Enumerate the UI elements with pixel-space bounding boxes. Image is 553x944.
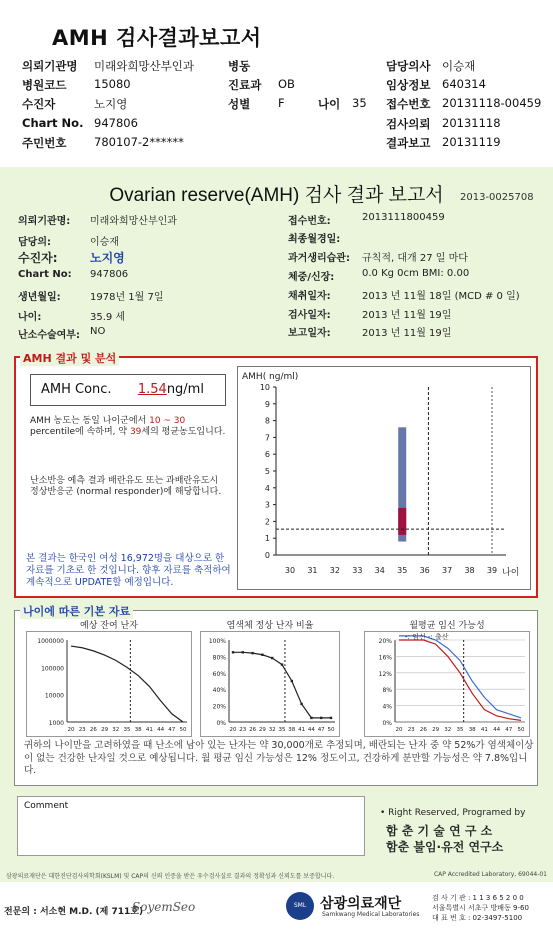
header-label: 주민번호 xyxy=(22,136,67,150)
x-tick-label: 29 xyxy=(432,727,440,733)
doctor-label: 전문의 : 서소현 M.D. (제 711호) xyxy=(4,907,144,917)
header-value: 노지영 xyxy=(94,97,128,111)
series-line xyxy=(399,640,521,720)
conc-unit: ng/ml xyxy=(166,382,204,397)
info-label: 과거생리습관: xyxy=(288,253,350,264)
para1-range: 10 ~ 30 xyxy=(149,416,186,426)
info-value: 947806 xyxy=(90,269,129,280)
y-tick-label: 1 xyxy=(264,534,270,544)
x-tick-label: 50 xyxy=(179,727,187,733)
iqr-box xyxy=(398,508,406,535)
header-label: 병동 xyxy=(228,59,251,73)
y-tick-label: 1000 xyxy=(48,720,64,727)
amh-chart-box xyxy=(237,366,531,590)
samkwang-logo-icon: SML xyxy=(286,892,314,920)
header-value: F xyxy=(278,96,285,110)
header-label: 병원코드 xyxy=(22,78,67,92)
info-label: 생년월일: xyxy=(18,292,61,303)
analysis-title: AMH 결과 및 분석 xyxy=(20,350,119,366)
comment-box[interactable] xyxy=(17,796,365,856)
x-tick-label: 38 xyxy=(288,727,296,733)
y-tick-label: 8 xyxy=(264,416,270,426)
info-value: 35.9 세 xyxy=(90,312,126,323)
y-tick-label: 5 xyxy=(264,467,270,476)
preg-chart-svg xyxy=(364,631,530,737)
data-point xyxy=(261,654,263,656)
y-tick-label: 3 xyxy=(264,500,270,510)
data-point xyxy=(232,651,234,653)
eggs-chart-svg xyxy=(26,631,192,737)
x-tick-label: 38 xyxy=(134,727,142,733)
header-label: 접수번호 xyxy=(386,97,431,111)
institute-line2: 함춘 불임·유전 연구소 xyxy=(386,840,504,854)
header-value: 미래와희망산부인과 xyxy=(94,59,194,73)
y-tick-label: 1000000 xyxy=(37,638,64,645)
contact-3: 대 표 번 호 : 02-3497-5100 xyxy=(432,914,523,922)
x-tick-label: 34 xyxy=(374,566,385,575)
header-label: 수진자 xyxy=(22,97,56,111)
x-tick-label: 35 xyxy=(278,727,286,733)
info-label: 나이: xyxy=(18,312,42,323)
info-value: 이승재 xyxy=(90,237,119,248)
y-tick-label: 4% xyxy=(382,703,392,711)
analysis-para3: 본 결과는 한국인 여성 16,972명을 대상으로 한 자료를 기초로 한 것입니다. 향후 자료를 축적하여 계속적으로 UPDATE할 예정입니다. xyxy=(26,553,231,588)
y-tick-label: 0 xyxy=(264,551,270,560)
info-label: 보고일자: xyxy=(288,328,331,339)
conc-label: AMH Conc. xyxy=(41,382,112,397)
header-label: 성별 xyxy=(228,97,251,111)
institute-line1: 함 춘 기 술 연 구 소 xyxy=(386,824,493,838)
info-label: 접수번호: xyxy=(288,216,331,227)
x-tick-label: 44 xyxy=(493,727,501,733)
header-value: 20131119 xyxy=(442,135,501,149)
header-value: 780107-2****** xyxy=(94,135,184,149)
header-value: 15080 xyxy=(94,77,131,91)
x-tick-label: 47 xyxy=(505,727,513,733)
info-value: 2013111800459 xyxy=(362,212,445,223)
chart-chrom-title: 염색체 정상 난자 비율 xyxy=(226,621,314,631)
x-tick-label: 29 xyxy=(258,727,266,733)
x-tick-label: 35 xyxy=(397,566,408,575)
contact-info xyxy=(432,893,529,923)
data-point xyxy=(251,652,253,654)
analysis-para1 xyxy=(30,416,226,438)
age-value: 35 xyxy=(352,96,367,110)
chart-eggs xyxy=(26,618,192,736)
header-label: 의뢰기관명 xyxy=(22,59,78,73)
x-tick-label: 38 xyxy=(464,566,475,575)
y-tick-label: 0% xyxy=(382,720,392,727)
page-title: AMH 검사결과보고서 xyxy=(52,26,262,50)
para1-b: percentile에 속하며, 약 xyxy=(30,427,128,437)
info-label: 담당의: xyxy=(18,237,51,248)
info-value: 노지영 xyxy=(90,251,125,265)
header-value: OB xyxy=(278,77,295,91)
x-tick-label: 26 xyxy=(419,727,427,733)
x-tick-label: 35 xyxy=(456,727,464,733)
x-tick-label: 47 xyxy=(168,727,176,733)
x-tick-label: 36 xyxy=(419,566,430,575)
amh-conc-box xyxy=(30,374,226,406)
x-tick-label: 35 xyxy=(123,727,131,733)
x-tick-label: 38 xyxy=(468,727,476,733)
x-tick-label: 20 xyxy=(229,727,237,733)
y-tick-label: 10 xyxy=(259,383,270,392)
y-tick-label: 20% xyxy=(212,703,226,711)
data-point xyxy=(330,717,332,719)
header-value: 20131118 xyxy=(442,116,501,130)
x-tick-label: 20 xyxy=(67,727,75,733)
x-tick-label: 44 xyxy=(157,727,165,733)
info-value: 2013 년 11월 18일 (MCD # 0 일) xyxy=(362,291,520,302)
data-point xyxy=(281,663,283,665)
x-tick-label: 44 xyxy=(307,727,315,733)
y-tick-label: 100% xyxy=(208,638,226,645)
x-tick-label: 50 xyxy=(517,727,525,733)
x-tick-label: 50 xyxy=(327,727,335,733)
x-tick-label: 41 xyxy=(298,727,306,733)
x-tick-label: 23 xyxy=(78,727,86,733)
y-tick-label: 10000 xyxy=(44,692,64,700)
x-tick-label: 47 xyxy=(317,727,325,733)
info-value: 2013 년 11월 19일 xyxy=(362,310,452,321)
data-point xyxy=(310,717,312,719)
y-tick-label: 12% xyxy=(378,670,392,678)
y-tick-label: 20% xyxy=(378,638,392,645)
x-tick-label: 32 xyxy=(329,566,340,575)
x-tick-label: 29 xyxy=(101,727,109,733)
footer-bar xyxy=(0,868,553,881)
info-label: 체중/신장: xyxy=(288,272,335,283)
para1-age: 39 xyxy=(129,427,142,437)
org-name-en: Samkwang Medical Laboratories xyxy=(322,911,420,918)
age-section-title: 나이에 따른 기본 자료 xyxy=(20,603,133,619)
y-tick-label: 7 xyxy=(264,433,270,443)
footer-notice: 삼광의료재단은 대한진단검사의학회(KSLM) 및 CAP의 신뢰 인증을 받은 우수검사실로 결과의 정확성과 신뢰도를 보증합니다. xyxy=(6,873,335,880)
x-tick-label: 32 xyxy=(112,727,120,733)
info-value: 미래와희망산부인과 xyxy=(90,216,177,227)
legend: -: 임신 -: 출산 xyxy=(405,633,449,641)
x-tick-label: 23 xyxy=(407,727,415,733)
chart-eggs-title: 예상 잔여 난자 xyxy=(80,621,138,631)
analysis-para2: 난소반응 예측 결과 배란유도 또는 과배란유도시 정상반응군 (normal responder)에 해당합니다. xyxy=(30,476,222,497)
org-name: 삼광의료재단 xyxy=(320,896,402,912)
info-label: 난소수술여부: xyxy=(18,330,80,341)
para1-c: 세의 평균농도입니다. xyxy=(141,427,226,437)
header-label: 임상정보 xyxy=(386,78,431,92)
x-tick-label: 37 xyxy=(442,566,453,575)
x-tick-label: 33 xyxy=(352,566,363,575)
x-tick-label: 26 xyxy=(249,727,257,733)
header-label: Chart No. xyxy=(22,116,84,130)
x-axis-label: 나이 xyxy=(502,568,520,578)
data-point xyxy=(300,703,302,705)
chart-preg-title: 월평균 임신 가능성 xyxy=(409,621,485,631)
header-value: 640314 xyxy=(442,77,486,91)
y-tick-label: 16% xyxy=(378,654,392,662)
comment-label: Comment xyxy=(24,801,69,811)
info-label: 최종월경일: xyxy=(288,234,341,245)
x-tick-label: 41 xyxy=(145,727,153,733)
x-tick-label: 39 xyxy=(486,566,498,575)
x-tick-label: 41 xyxy=(480,727,488,733)
y-tick-label: 6 xyxy=(264,450,270,460)
info-value: 1978년 1월 7일 xyxy=(90,292,164,303)
data-point xyxy=(271,657,273,659)
header-label: 검사의뢰 xyxy=(386,117,431,131)
series-line xyxy=(233,652,331,718)
info-value: NO xyxy=(90,326,106,337)
x-tick-label: 30 xyxy=(284,566,296,575)
age-label: 나이 xyxy=(318,97,341,111)
y-tick-label: 0% xyxy=(216,720,226,727)
x-tick-label: 31 xyxy=(307,566,318,575)
y-tick-label: 9 xyxy=(264,399,270,409)
y-tick-label: 2 xyxy=(264,517,270,527)
data-point xyxy=(291,680,293,682)
y-tick-label: 80% xyxy=(212,654,226,662)
footer-cap: CAP Accredited Laboratory, 69044-01 xyxy=(433,871,547,878)
x-tick-label: 20 xyxy=(395,727,403,733)
y-tick-label: 100000 xyxy=(41,665,64,673)
header-label: 결과보고 xyxy=(386,136,431,150)
info-label: 검사일자: xyxy=(288,310,331,321)
header-label: 담당의사 xyxy=(386,59,431,73)
info-value: 2013 년 11월 19일 xyxy=(362,328,452,339)
contact-1: 검 사 기 관 : 1 1 3 6 5 2 0 0 xyxy=(432,894,524,902)
info-label: 수진자: xyxy=(18,251,58,265)
info-label: Chart No: xyxy=(18,269,72,280)
para1-a: AMH 농도는 동일 나이군에서 xyxy=(30,416,147,426)
series-line xyxy=(71,646,183,722)
y-tick-label: 60% xyxy=(212,670,226,678)
y-tick-label: 8% xyxy=(382,687,392,695)
data-point xyxy=(242,651,244,653)
rights-text: • Right Reserved, Programed by xyxy=(380,808,526,818)
conc-value: 1.54 xyxy=(137,382,167,397)
header-value: 947806 xyxy=(94,116,138,130)
report-number: 2013-0025708 xyxy=(460,192,534,203)
info-value: 규칙적, 대개 27 일 마다 xyxy=(362,253,468,264)
header-value: 이승재 xyxy=(442,59,476,73)
y-tick-label: 40% xyxy=(212,687,226,695)
header-value: 20131118-00459 xyxy=(442,96,542,110)
doctor-signature: SoyemSeo xyxy=(132,900,196,914)
contact-2: 서울특별시 서초구 방배동 9-60 xyxy=(432,904,529,912)
info-value: 0.0 Kg 0cm BMI: 0.00 xyxy=(362,268,470,279)
chart-pregnancy xyxy=(364,618,530,736)
info-label: 채취일자: xyxy=(288,291,331,302)
y-tick-label: 4 xyxy=(264,483,270,493)
report-title: Ovarian reserve(AMH) 검사 결과 보고서 xyxy=(109,185,444,206)
header-label: 진료과 xyxy=(228,78,262,92)
y-axis-label: AMH( ng/ml) xyxy=(242,372,299,382)
x-tick-label: 32 xyxy=(268,727,276,733)
x-tick-label: 32 xyxy=(444,727,452,733)
x-tick-label: 23 xyxy=(239,727,247,733)
x-tick-label: 26 xyxy=(89,727,97,733)
info-label: 의뢰기관명: xyxy=(18,216,71,227)
chrom-chart-svg xyxy=(200,631,340,737)
data-point xyxy=(320,717,322,719)
age-summary: 귀하의 나이만을 고려하였을 때 난소에 남아 있는 난자는 약 30,000개로 추정되며, 배란되는 난자 중 약 52%가 염색체이상이 없는 건강한 난자일 것으로 예상됩니다. 월 평균 임신 가능성은 12% 정도이고, 건강하게 분만할 가능성은 약 7.8%입니다. xyxy=(24,740,534,776)
chart-chromosome xyxy=(200,618,340,736)
amh-chart xyxy=(238,367,532,591)
